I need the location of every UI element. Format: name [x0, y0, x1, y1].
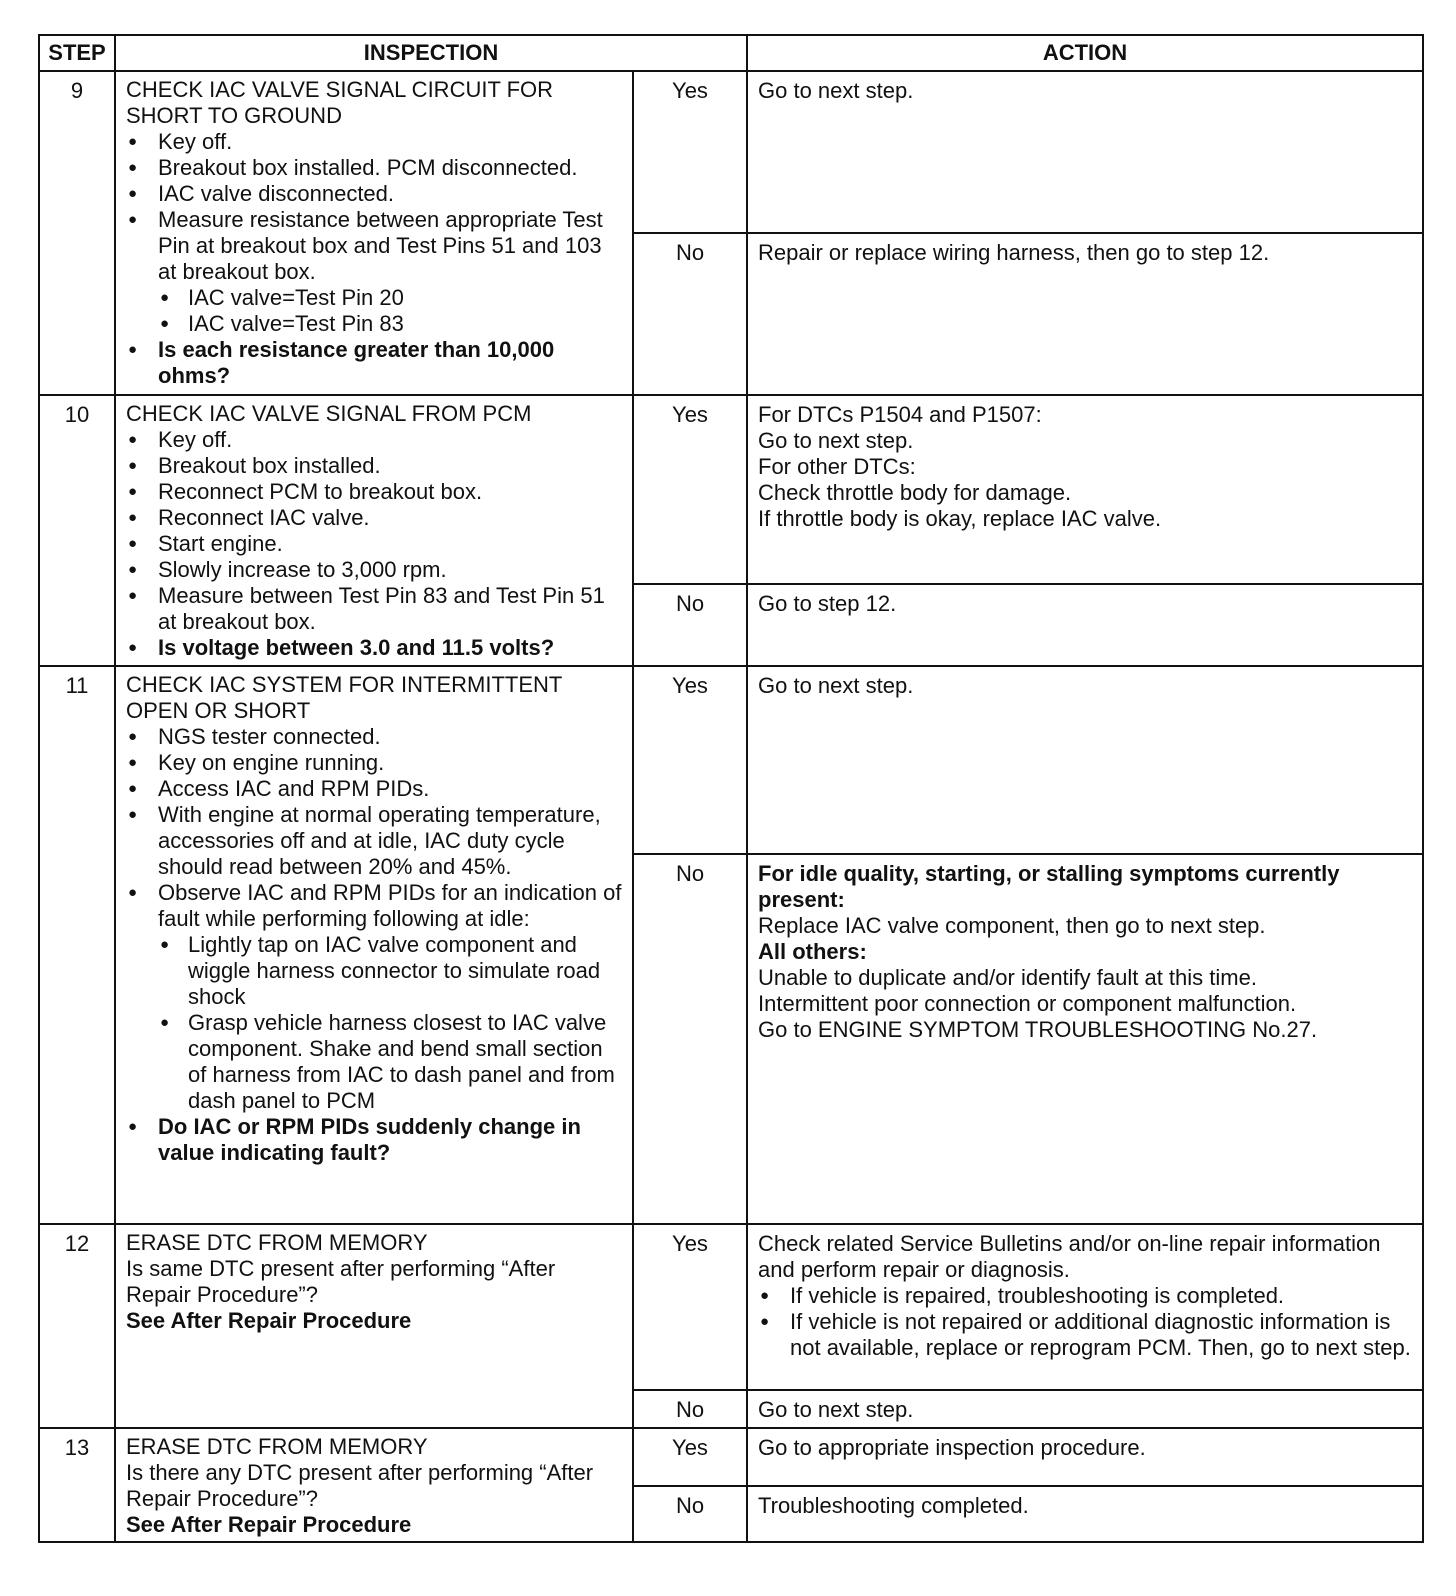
step-number: 12 [39, 1224, 115, 1428]
inspection-cell [115, 666, 633, 1224]
list-item: ● If vehicle is not repaired or additional diagnostic information is not available, replace or reprogram PCM. Then, go to next step. [758, 1309, 1414, 1361]
action-line: Check throttle body for damage. [758, 480, 1072, 505]
list-item: ● Key off. [126, 427, 626, 453]
header-step: STEP [39, 35, 115, 71]
inspection-list [126, 427, 626, 661]
list-item: ● IAC valve=Test Pin 83 [158, 311, 626, 337]
list-item: ● Key on engine running. [126, 750, 626, 776]
no-label: No [633, 1486, 747, 1542]
inspection-question: ● Do IAC or RPM PIDs suddenly change in value indicating fault? [126, 1114, 626, 1166]
yes-label: Yes [633, 1224, 747, 1390]
yes-action [747, 1224, 1423, 1390]
inspection-cell [115, 71, 633, 395]
inspection-cell [115, 395, 633, 666]
yes-label: Yes [633, 395, 747, 584]
step-number: 11 [39, 666, 115, 1224]
list-item: ● Start engine. [126, 531, 626, 557]
list-item: ● Grasp vehicle harness closest to IAC valve component. Shake and bend small section of harness from IAC to dash panel and from dash panel to PCM [158, 1010, 626, 1114]
no-label: No [633, 1390, 747, 1428]
inspection-list [126, 129, 626, 285]
table-row [39, 1224, 1423, 1390]
action-line: If throttle body is okay, replace IAC valve. [758, 506, 1162, 531]
inspection-list [126, 724, 626, 932]
inspection-sublist [158, 285, 626, 337]
no-label: No [633, 233, 747, 395]
yes-label: Yes [633, 1428, 747, 1486]
diagnostic-table [38, 34, 1424, 1543]
inspection-sublist [158, 932, 626, 1114]
step-number: 9 [39, 71, 115, 395]
action-line: Intermittent poor connection or component malfunction. [758, 991, 1297, 1016]
inspection-title: CHECK IAC VALVE SIGNAL CIRCUIT FOR SHORT TO GROUND [126, 77, 554, 128]
list-item: ● Access IAC and RPM PIDs. [126, 776, 626, 802]
action-line: For DTCs P1504 and P1507: [758, 402, 1042, 427]
no-action: Go to step 12. [747, 584, 1423, 666]
action-list [758, 1283, 1414, 1361]
see-reference: See After Repair Procedure [126, 1308, 412, 1333]
step-number: 13 [39, 1428, 115, 1542]
list-item: ● Observe IAC and RPM PIDs for an indication of fault while performing following at idle: [126, 880, 626, 932]
action-heading: For idle quality, starting, or stalling symptoms currently present: [758, 861, 1340, 912]
inspection-question: ● Is each resistance greater than 10,000 ohms? [126, 337, 626, 389]
yes-action: Go to appropriate inspection procedure. [747, 1428, 1423, 1486]
inspection-title: CHECK IAC SYSTEM FOR INTERMITTENT OPEN OR SHORT [126, 672, 562, 723]
list-item: ● Measure resistance between appropriate Test Pin at breakout box and Test Pins 51 and 103 at breakout box. [126, 207, 626, 285]
inspection-title: ERASE DTC FROM MEMORY [126, 1434, 428, 1459]
list-item: ● Measure between Test Pin 83 and Test Pin 51 at breakout box. [126, 583, 626, 635]
action-line: Unable to duplicate and/or identify fault at this time. [758, 965, 1257, 990]
action-line: For other DTCs: [758, 454, 916, 479]
action-heading: All others: [758, 939, 867, 964]
list-item: ● Reconnect PCM to breakout box. [126, 479, 626, 505]
action-line: Go to ENGINE SYMPTOM TROUBLESHOOTING No.27. [758, 1017, 1318, 1042]
no-label: No [633, 584, 747, 666]
list-item: ● NGS tester connected. [126, 724, 626, 750]
step-number: 10 [39, 395, 115, 666]
no-action: Troubleshooting completed. [747, 1486, 1423, 1542]
inspection-title: CHECK IAC VALVE SIGNAL FROM PCM [126, 401, 532, 426]
yes-label: Yes [633, 666, 747, 854]
inspection-question-list [126, 1114, 626, 1166]
list-item: ● Reconnect IAC valve. [126, 505, 626, 531]
see-reference: See After Repair Procedure [126, 1512, 412, 1537]
yes-action [747, 395, 1423, 584]
inspection-text: Is there any DTC present after performing “After Repair Procedure”? [126, 1460, 594, 1511]
list-item: ● Lightly tap on IAC valve component and wiggle harness connector to simulate road shock [158, 932, 626, 1010]
list-item: ● Breakout box installed. PCM disconnected. [126, 155, 626, 181]
list-item: ● Slowly increase to 3,000 rpm. [126, 557, 626, 583]
inspection-cell [115, 1224, 633, 1428]
header-row [39, 35, 1423, 71]
list-item: ● Key off. [126, 129, 626, 155]
no-label: No [633, 854, 747, 1224]
no-action: Repair or replace wiring harness, then go to step 12. [747, 233, 1423, 395]
inspection-title: ERASE DTC FROM MEMORY [126, 1230, 428, 1255]
action-line: Check related Service Bulletins and/or on-line repair information and perform repair or diagnosis. [758, 1231, 1381, 1282]
table-row [39, 71, 1423, 233]
yes-action: Go to next step. [747, 666, 1423, 854]
list-item: ● IAC valve=Test Pin 20 [158, 285, 626, 311]
header-action: ACTION [747, 35, 1423, 71]
inspection-text: Is same DTC present after performing “After Repair Procedure”? [126, 1256, 556, 1307]
list-item: ● If vehicle is repaired, troubleshooting is completed. [758, 1283, 1414, 1309]
list-item: ● IAC valve disconnected. [126, 181, 626, 207]
yes-label: Yes [633, 71, 747, 233]
table-row [39, 1428, 1423, 1486]
action-line: Replace IAC valve component, then go to next step. [758, 913, 1266, 938]
action-line: Go to next step. [758, 428, 914, 453]
list-item: ● Breakout box installed. [126, 453, 626, 479]
table-row [39, 395, 1423, 584]
list-item: ● With engine at normal operating temperature, accessories off and at idle, IAC duty cycle should read between 20% and 45%. [126, 802, 626, 880]
no-action [747, 854, 1423, 1224]
table-row [39, 666, 1423, 854]
inspection-cell [115, 1428, 633, 1542]
inspection-question-list [126, 337, 626, 389]
inspection-question: ● Is voltage between 3.0 and 11.5 volts? [126, 635, 626, 661]
header-inspection: INSPECTION [115, 35, 747, 71]
yes-action: Go to next step. [747, 71, 1423, 233]
no-action: Go to next step. [747, 1390, 1423, 1428]
